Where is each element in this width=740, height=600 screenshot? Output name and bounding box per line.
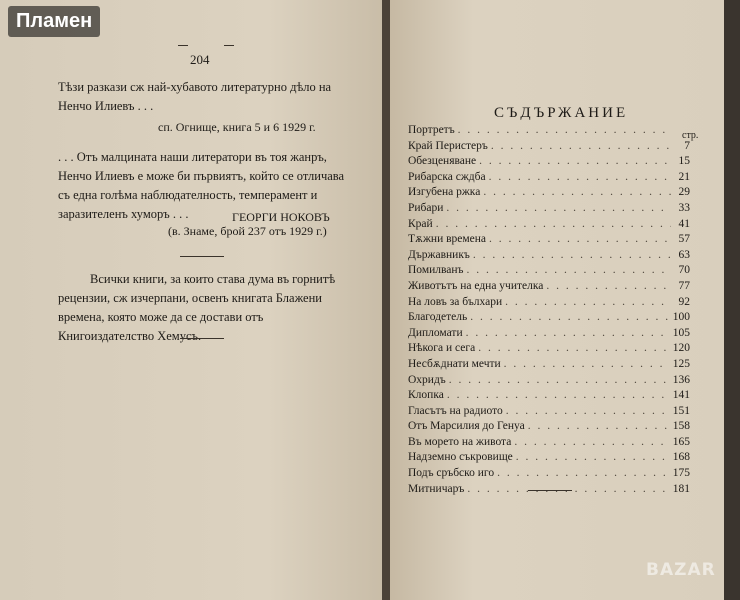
toc-entry-page: 165: [672, 435, 690, 448]
page-number-dash-left: [178, 45, 188, 47]
toc-entry: [408, 311, 690, 327]
toc-entry-title: На ловъ за бълхари: [408, 295, 503, 308]
review-source-2: (в. Знаме, брой 237 отъ 1929 г.): [168, 224, 327, 238]
toc-entry-page: 92: [678, 295, 690, 308]
toc-leader-dots: [506, 405, 670, 417]
toc-leader-dots: [446, 202, 671, 214]
toc-leader-dots: [491, 140, 671, 152]
toc-entry-title: Гласътъ на радиото: [408, 404, 503, 417]
toc-leader-dots: [514, 436, 669, 448]
toc-entry-page: 168: [672, 451, 690, 464]
toc-leader-dots: [504, 358, 670, 370]
toc-leader-dots: [447, 389, 670, 401]
toc-entry-page: 181: [672, 482, 690, 495]
toc-leader-dots: [497, 467, 670, 479]
toc-entry: [408, 249, 690, 265]
toc-entry-title: Рибари: [408, 201, 444, 214]
toc-entry-title: Митничаръ: [408, 482, 465, 495]
page-number-dash-right: [224, 45, 234, 47]
toc-page-unit: стр.: [682, 130, 699, 141]
toc-entry-page: 77: [678, 279, 690, 292]
toc-entry-title: Клопка: [408, 389, 444, 402]
toc-entry: [408, 436, 690, 452]
toc-entry: [408, 374, 690, 390]
toc-entry-page: 7: [684, 139, 690, 152]
toc-entry: [408, 389, 690, 405]
toc-leader-dots: [467, 483, 669, 495]
toc-leader-dots: [436, 218, 671, 230]
review-paragraph-2: . . . Отъ малцината наши литератори въ тоя жанръ, Ненчо Илиевъ е може би първиятъ, който се отличава съ една голѣма наблюдателность, темперамент и заразителенъ хуморъ . . .: [58, 150, 345, 221]
toc-leader-dots: [458, 124, 671, 136]
toc-entry-page: 15: [678, 155, 690, 168]
toc-entry-title: Изгубена ржка: [408, 186, 481, 199]
toc-entry: [408, 420, 690, 436]
toc-leader-dots: [467, 264, 672, 276]
table-of-contents: [408, 124, 690, 498]
toc-entry-title: Животътъ на една учителка: [408, 279, 544, 292]
seller-label[interactable]: Пламен: [8, 6, 100, 37]
toc-entry-title: Несбѫднати мечти: [408, 357, 501, 370]
toc-entry-title: Отъ Марсилия до Генуа: [408, 420, 525, 433]
toc-leader-dots: [505, 296, 671, 308]
review-paragraph-1: Тѣзи разкази сж най-хубавото литературно дѣло на Ненчо Илиевъ . . .: [58, 80, 332, 113]
toc-entry: [408, 233, 690, 249]
toc-entry: [408, 327, 690, 343]
toc-leader-dots: [483, 186, 671, 198]
toc-entry-page: 29: [678, 186, 690, 199]
toc-entry: [408, 280, 690, 296]
page-edge: [724, 0, 740, 600]
toc-entry-title: Надземно съкровище: [408, 451, 513, 464]
toc-entry-page: 141: [672, 389, 690, 402]
toc-entry-title: Нѣкога и сега: [408, 342, 476, 355]
toc-entry: [408, 202, 690, 218]
toc-entry: [408, 218, 690, 234]
toc-entry-title: Тѫжни времена: [408, 233, 487, 246]
toc-entry-page: 63: [678, 248, 690, 261]
divider-rule: [180, 256, 224, 258]
divider-rule: [180, 338, 224, 340]
toc-entry-page: 120: [672, 342, 690, 355]
toc-entry-title: Край Перистеръ: [408, 139, 488, 152]
availability-note: Всички книги, за които става дума въ горнитѣ рецензии, сж изчерпани, освенъ книгата Блажени времена, която може да се достави отъ Книгоиздателство Хемусъ.: [58, 272, 336, 343]
review-source-1: сп. Огнище, книга 5 и 6 1929 г.: [158, 120, 316, 134]
toc-leader-dots: [466, 327, 670, 339]
toc-entry-page: 33: [678, 201, 690, 214]
toc-entry: [408, 264, 690, 280]
toc-entry: [408, 124, 690, 140]
toc-leader-dots: [489, 233, 671, 245]
toc-leader-dots: [449, 374, 670, 386]
toc-entry-title: Портретъ: [408, 124, 455, 136]
toc-entry-page: 21: [678, 170, 690, 183]
toc-entry-title: Въ морето на живота: [408, 435, 512, 448]
toc-entry-page: 136: [672, 373, 690, 386]
marketplace-watermark: BAZAR: [646, 560, 716, 580]
toc-entry-title: Благодетель: [408, 311, 468, 324]
divider-rule: [528, 490, 572, 492]
toc-entry-title: Помилванъ: [408, 264, 464, 277]
toc-entry-page: 151: [672, 404, 690, 417]
toc-entry: [408, 186, 690, 202]
toc-entry-title: Държавникъ: [408, 248, 470, 261]
toc-entry-page: 125: [672, 357, 690, 370]
toc-leader-dots: [489, 171, 671, 183]
toc-entry: [408, 342, 690, 358]
toc-entry-page: 175: [672, 467, 690, 480]
toc-entry: [408, 451, 690, 467]
toc-entry-page: 158: [672, 420, 690, 433]
toc-entry-title: Подъ сръбско иго: [408, 467, 495, 480]
toc-entry: [408, 155, 690, 171]
toc-leader-dots: [470, 311, 670, 323]
toc-entry-title: Дипломати: [408, 326, 463, 339]
toc-entry-page: 105: [672, 326, 690, 339]
toc-leader-dots: [516, 451, 670, 463]
toc-leader-dots: [479, 155, 671, 167]
toc-entry-page: 57: [678, 233, 690, 246]
toc-entry-title: Край: [408, 217, 433, 230]
toc-leader-dots: [546, 280, 671, 292]
toc-leader-dots: [528, 420, 670, 432]
toc-entry-page: 100: [672, 311, 690, 324]
toc-entry: [408, 358, 690, 374]
toc-entry: [408, 405, 690, 421]
toc-title: СЪДЪРЖАНИЕ: [494, 105, 629, 121]
toc-leader-dots: [478, 342, 670, 354]
toc-entry-page: 41: [678, 217, 690, 230]
toc-entry: [408, 296, 690, 312]
toc-entry: [408, 467, 690, 483]
book-spine: [382, 0, 390, 600]
toc-entry-title: Рибарска сждба: [408, 170, 486, 183]
review-author: ГЕОРГИ НОКОВЪ: [232, 210, 330, 224]
toc-leader-dots: [473, 249, 671, 261]
toc-entry: [408, 140, 690, 156]
toc-entry-title: Обезценяване: [408, 155, 477, 168]
toc-entry-title: Охридъ: [408, 373, 446, 386]
toc-entry-page: 70: [678, 264, 690, 277]
toc-entry: [408, 171, 690, 187]
page-number: 204: [190, 52, 210, 67]
